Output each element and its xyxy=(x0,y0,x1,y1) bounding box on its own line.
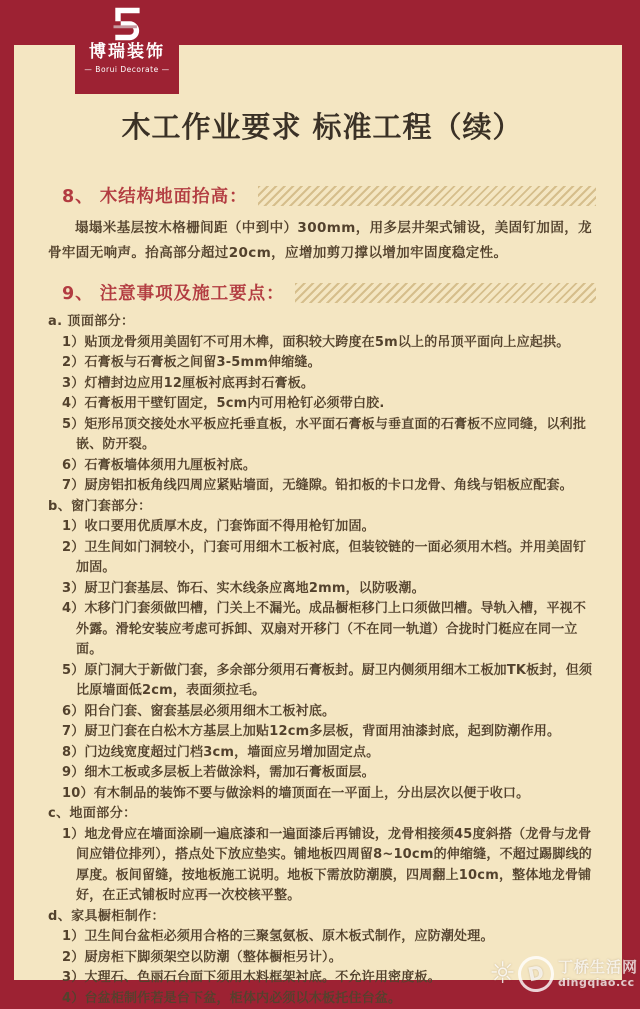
section-9-number: 9、 xyxy=(62,280,94,305)
list-item: 5）原门洞大于新做门套，多余部分须用石膏板封。厨卫内侧须用细木工板加TK板封，但须比原墙面低2cm，表面须拉毛。 xyxy=(48,661,596,702)
list-item: 7）厨卫门套在白松木方基层上加贴12cm多层板，背面用油漆封底，起到防潮作用。 xyxy=(48,722,596,743)
group-c-label: c、地面部分： xyxy=(48,804,596,825)
list-item: 2）卫生间如门洞较小，门套可用细木工板衬底，但装铰链的一面必须用木档。并用美固钉加固。 xyxy=(48,538,596,579)
section-9-groups xyxy=(48,312,596,1009)
list-item: 1）卫生间台盆柜必须用合格的三聚氢氨板、原木板式制作，应防潮处理。 xyxy=(48,927,596,948)
brand-name-en: — Borui Decorate — xyxy=(84,65,169,74)
list-item: 3）厨卫门套基层、饰石、实木线条应离地2mm，以防吸潮。 xyxy=(48,579,596,600)
section-8-number: 8、 xyxy=(62,183,94,208)
group-d-label: d、家具橱柜制作： xyxy=(48,907,596,928)
section-9-heading-text: 注意事项及施工要点： xyxy=(100,280,285,305)
list-item: 3）灯槽封边应用12厘板衬底再封石膏板。 xyxy=(48,374,596,395)
list-item: 1）地龙骨应在墙面涂刷一遍底漆和一遍面漆后再铺设，龙骨相接须45度斜搭（龙骨与龙骨间应错位排列），搭点处下放应垫实。铺地板四周留8~10cm的伸缩缝，不超过踢脚线的厚度。板间留缝，按地板施工说明。地板下需放防潮膜，四周翻上10cm，整体地龙骨铺好，在正式铺板时应再一次校核平整。 xyxy=(48,825,596,907)
watermark-site-url: dingqiao.cc xyxy=(558,976,638,989)
list-item: 1）收口要用优质厚木皮，门套饰面不得用枪钉加固。 xyxy=(48,517,596,538)
hatch-divider xyxy=(295,283,596,303)
group-a-label: a. 顶面部分： xyxy=(48,312,596,333)
hatch-divider xyxy=(258,186,596,206)
list-item: 2）石膏板与石膏板之间留3-5mm伸缩缝。 xyxy=(48,353,596,374)
list-item: 6）阳台门套、窗套基层必须用细木工板衬底。 xyxy=(48,702,596,723)
list-item: 4）石膏板用干壁钉固定，5cm内可用枪钉必须带白胶. xyxy=(48,394,596,415)
list-item: 5）矩形吊顶交接处水平板应托垂直板，水平面石膏板与垂直面的石膏板不应同缝，以利批嵌、防开裂。 xyxy=(48,415,596,456)
page-title: 木工作业要求 标准工程（续） xyxy=(48,105,596,149)
list-item: 9）细木工板或多层板上若做涂料，需加石膏板面层。 xyxy=(48,763,596,784)
content-panel xyxy=(14,45,622,980)
list-item: 2）厨房柜下脚须架空以防潮（整体橱柜另计）。 xyxy=(48,948,596,969)
list-item: 3）大理石、色丽石台面下须用木料框架衬底。不允许用密度板。 xyxy=(48,968,596,989)
section-8-heading-text: 木结构地面抬高： xyxy=(100,183,248,208)
section-8-heading xyxy=(62,183,596,208)
section-8-body: 塌塌米基层按木格栅间距（中到中）300mm，用多层井架式铺设，美固钉加固，龙骨牢固无响声。抬高部分超过20cm，应增加剪刀撑以增加牢固度稳定性。 xyxy=(48,216,596,266)
section-9-heading xyxy=(62,280,596,305)
watermark-site-name: 丁桥生活网 xyxy=(558,959,638,976)
list-item: 8）门边线宽度超过门档3cm，墙面应另增加固定点。 xyxy=(48,743,596,764)
brand-logo-icon xyxy=(107,6,147,42)
list-item: 10）有木制品的装饰不要与做涂料的墙顶面在一平面上，分出层次以便于收口。 xyxy=(48,784,596,805)
sun-icon: ☼ xyxy=(489,959,516,989)
group-b-label: b、窗门套部分： xyxy=(48,497,596,518)
list-item: 4）台盆柜制作若是台下盆，柜体内必须以木板托住台盆。 xyxy=(48,989,596,1009)
list-item: 1）贴顶龙骨须用美固钉不可用木榫，面积较大跨度在5m以上的吊顶平面向上应起拱。 xyxy=(48,333,596,354)
list-item: 4）木移门门套须做凹槽，门关上不漏光。成品橱柜移门上口须做凹槽。导轨入槽，平视不外露。滑轮安装应考虑可拆卸、双扇对开移门（不在同一轨道）合拢时门梃应在同一立面。 xyxy=(48,599,596,661)
list-item: 7）厨房铝扣板角线四周应紧贴墙面，无缝隙。铅扣板的卡口龙骨、角线与铝板应配套。 xyxy=(48,476,596,497)
brand-logo-badge xyxy=(75,0,179,94)
list-item: 6）石膏板墙体须用九厘板衬底。 xyxy=(48,456,596,477)
watermark-d-icon: D xyxy=(515,953,558,996)
brand-name-cn: 博瑞装饰 xyxy=(89,42,165,62)
